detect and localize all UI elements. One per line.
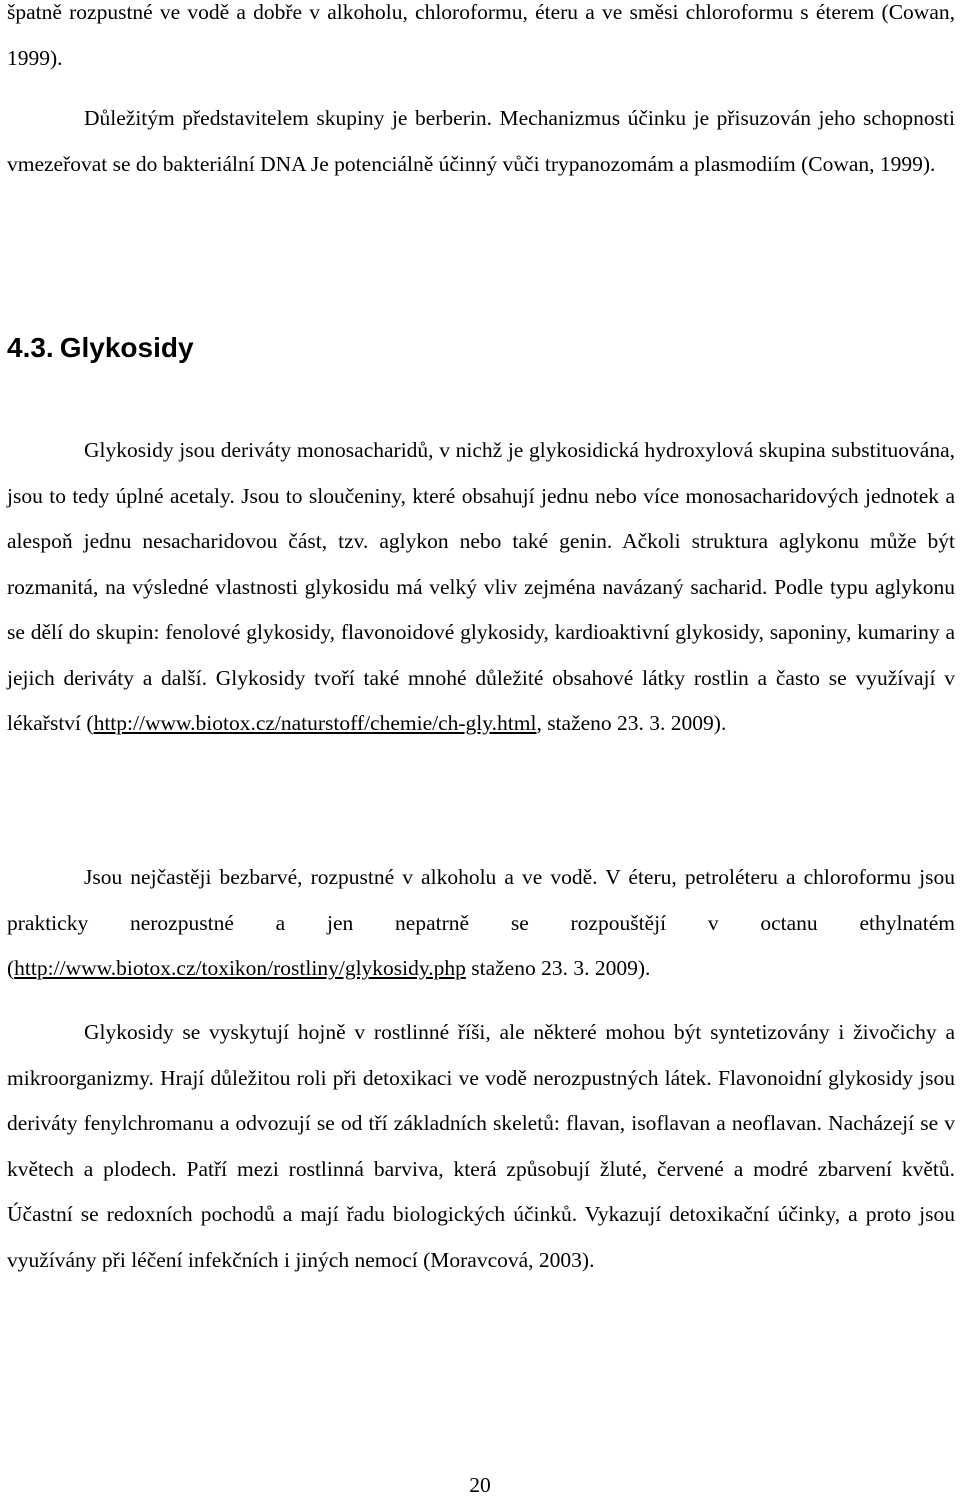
paragraph-text: staženo 23. 3. 2009). [465, 956, 651, 980]
paragraph-properties [7, 855, 955, 992]
reference-link[interactable]: http://www.biotox.cz/toxikon/rostliny/glykosidy.php [14, 956, 466, 980]
paragraph-berberin: Důležitým představitelem skupiny je berberin. Mechanizmus účinku je přisuzován jeho schopnosti vmezeřovat se do bakteriální DNA Je potenciálně účinný vůči trypanozomám a plasmodiím (Cowan, 1999). [7, 106, 955, 176]
reference-link[interactable]: http://www.biotox.cz/naturstoff/chemie/ch-gly.html [93, 711, 537, 735]
paragraph-glykosidy-definition [7, 428, 955, 747]
paragraph-continuation: špatně rozpustné ve vodě a dobře v alkoholu, chloroformu, éteru a ve směsi chloroformu s éterem (Cowan, 1999). [7, 0, 955, 70]
paragraph-text: Glykosidy jsou deriváty monosacharidů, v nichž je glykosidická hydroxylová skupina substituována, jsou to tedy úplné acetaly. Jsou to sloučeniny, které obsahují jednu nebo více monosacharidových jednotek a alespoň jednu nesacharidovou část, tzv. aglykon nebo také genin. Ačkoli struktura aglykonu může být rozmanitá, na výsledné vlastnosti glykosidu má velký vliv zejména navázaný sacharid. Podle typu aglykonu se dělí do skupin: fenolové glykosidy, flavonoidové glykosidy, kardioaktivní glykosidy, saponiny, kumariny a jejich deriváty a další. Glykosidy tvoří také mnohé důležité obsahové látky rostlin a často se využívají v lékařství ( [7, 438, 955, 735]
paragraph-occurrence: Glykosidy se vyskytují hojně v rostlinné říši, ale některé mohou být syntetizovány i živočichy a mikroorganizmy. Hrají důležitou roli při detoxikaci ve vodě nerozpustných látek. Flavonoidní glykosidy jsou deriváty fenylchromanu a odvozují se od tří základních skeletů: flavan, isoflavan a neoflavan. Nacházejí se v květech a plodech. Patří mezi rostlinná barviva, která způsobují žluté, červené a modré zbarvení květů. Účastní se redoxních pochodů a mají řadu biologických účinků. Vykazují detoxikační účinky, a proto jsou využívány při léčení infekčních i jiných nemocí (Moravcová, 2003). [7, 1020, 955, 1272]
section-heading [7, 326, 194, 370]
section-number: 4.3. [7, 332, 54, 363]
page-number: 20 [469, 1473, 491, 1497]
paragraph-text: , staženo 23. 3. 2009). [536, 711, 727, 735]
paragraph-text: Jsou nejčastěji bezbarvé, rozpustné v alkoholu a ve vodě. V éteru, petroléteru a chloroformu jsou prakticky nerozpustné a jen nepatrně se rozpouštějí v octanu ethylnatém ( [7, 865, 955, 980]
section-title: Glykosidy [59, 332, 194, 363]
